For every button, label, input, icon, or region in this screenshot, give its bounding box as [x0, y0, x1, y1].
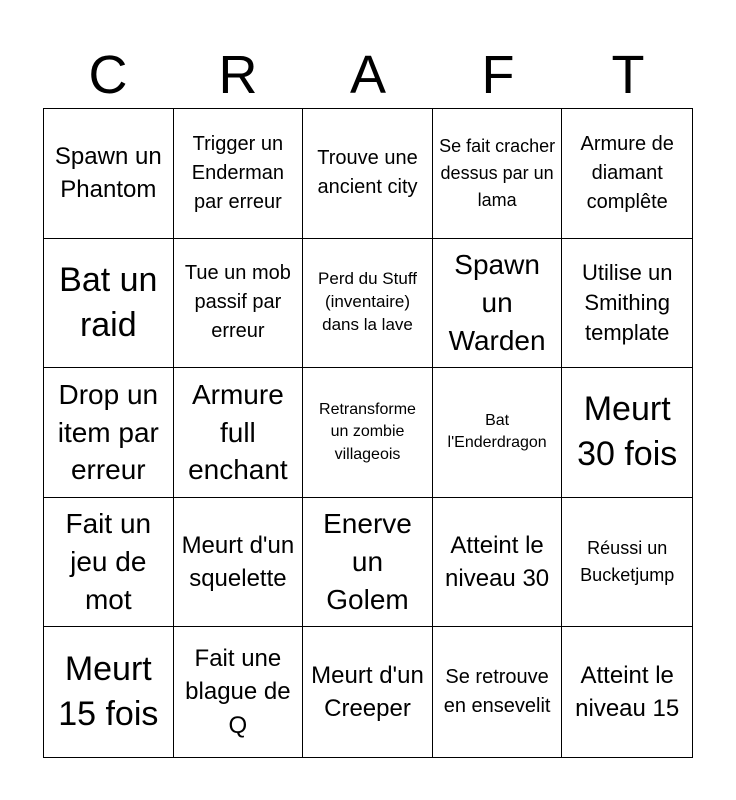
bingo-cell-r3c1[interactable]: Drop un item par erreur: [44, 368, 174, 498]
bingo-cell-r4c5[interactable]: Réussi un Bucketjump: [562, 498, 692, 628]
bingo-cell-r5c1[interactable]: Meurt 15 fois: [44, 627, 174, 757]
bingo-cell-r5c5[interactable]: Atteint le niveau 15: [575, 661, 680, 723]
header-letter-t: T: [611, 45, 645, 105]
header-letter-c: C: [88, 45, 128, 105]
bingo-cell-r1c5[interactable]: Armure de diamant complête: [562, 109, 692, 239]
bingo-cell-r1c2[interactable]: Trigger un Enderman par erreur: [174, 109, 304, 239]
bingo-cell-r1c1[interactable]: Spawn un Phantom: [44, 109, 174, 239]
bingo-cell-r5c3[interactable]: Meurt d'un Creeper: [303, 627, 433, 757]
header-letter-r: R: [218, 45, 258, 105]
bingo-cell-r3c3[interactable]: Retransforme un zombie villageois: [303, 368, 433, 498]
bingo-cell-r2c1[interactable]: Bat un raid: [44, 239, 174, 369]
bingo-cell-r2c2[interactable]: Tue un mob passif par erreur: [174, 239, 304, 369]
header-letter-a: A: [349, 45, 387, 105]
bingo-cell-r4c3[interactable]: Enerve un Golem: [303, 498, 433, 628]
bingo-cell-r2c3[interactable]: Perd du Stuff (inventaire) dans la lave: [303, 239, 433, 369]
bingo-cell-r3c2[interactable]: Armure full enchant: [174, 368, 304, 498]
bingo-grid: [43, 108, 693, 758]
bingo-cell-r4c1[interactable]: Fait un jeu de mot: [44, 498, 174, 628]
bingo-cell-r1c3[interactable]: Trouve une ancient city: [303, 109, 433, 239]
bingo-cell-r2c4[interactable]: Spawn un Warden: [433, 239, 563, 369]
bingo-cell-r2c5[interactable]: Utilise un Smithing template: [562, 239, 692, 369]
bingo-cell-r3c5[interactable]: Meurt 30 fois: [562, 368, 692, 498]
bingo-cell-r1c4[interactable]: Se fait cracher dessus par un lama: [433, 109, 563, 239]
header-letter-f: F: [481, 45, 515, 105]
bingo-cell-r4c4[interactable]: Atteint le niveau 30: [433, 498, 563, 628]
bingo-cell-r5c4[interactable]: Se retrouve en ensevelit: [433, 627, 563, 757]
bingo-header: [43, 40, 693, 110]
bingo-cell-r5c2[interactable]: Fait une blague de Q: [174, 627, 304, 757]
bingo-cell-r3c4[interactable]: Bat l'Enderdragon: [433, 368, 563, 498]
bingo-cell-r4c2[interactable]: Meurt d'un squelette: [174, 498, 304, 628]
